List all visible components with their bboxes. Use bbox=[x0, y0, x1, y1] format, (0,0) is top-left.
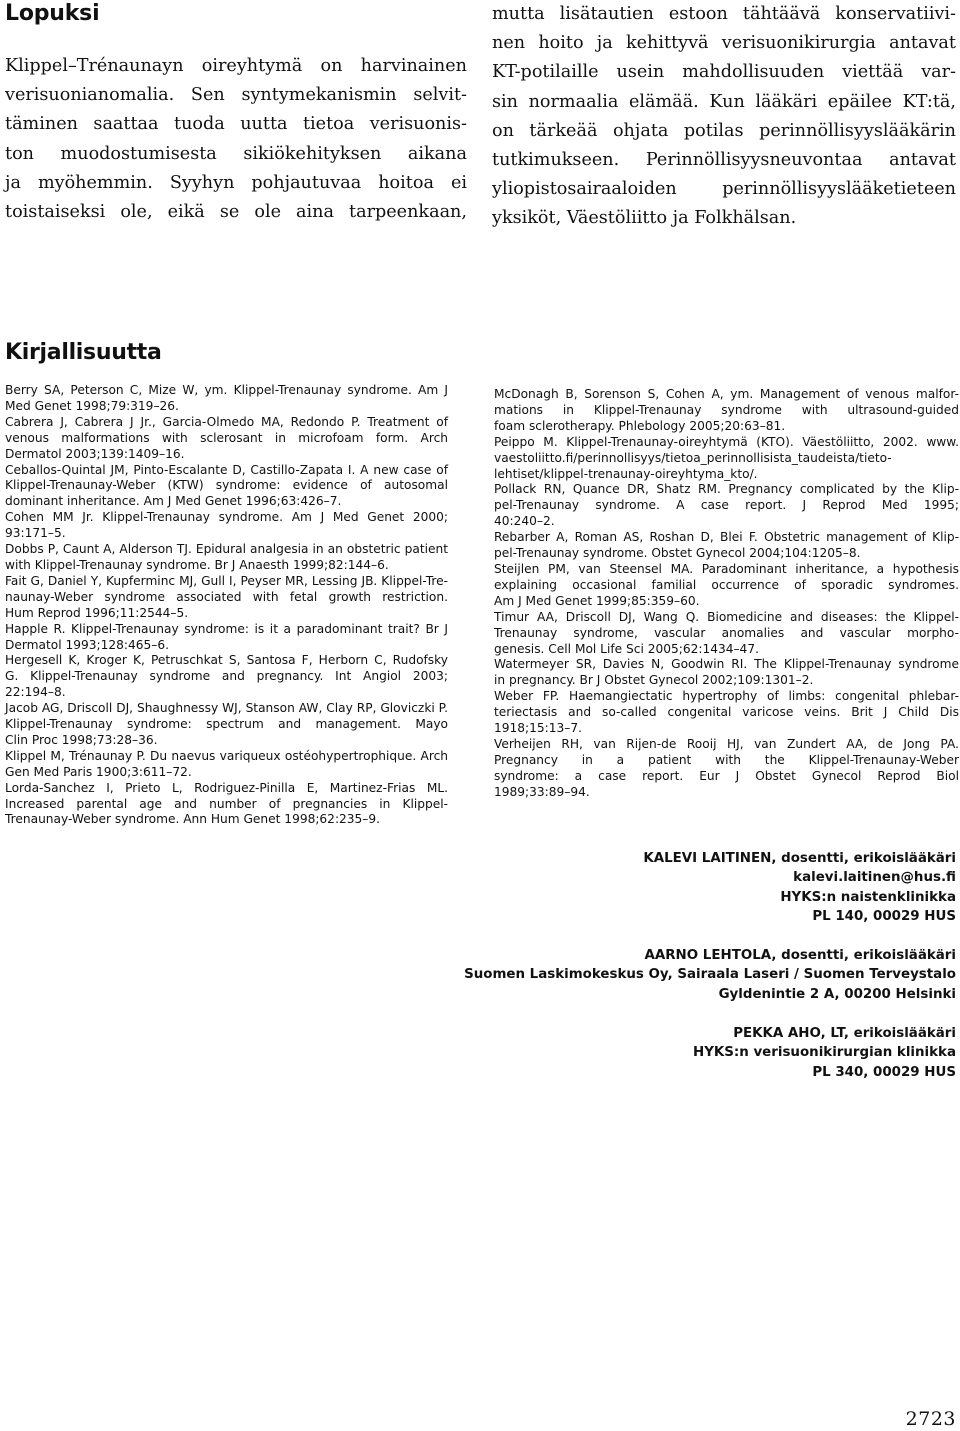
reference-line: genesis. Cell Mol Life Sci 2005;62:1434–47. bbox=[494, 641, 759, 656]
body-text-right bbox=[492, 0, 956, 234]
reference-item bbox=[5, 701, 448, 749]
author-detail: Suomen Laskimokeskus Oy, Sairaala Laseri / Suomen Terveystalo bbox=[464, 967, 956, 983]
reference-item bbox=[494, 387, 959, 435]
body-line: yksiköt, Väestöliitto ja Folkhälsan. bbox=[492, 208, 797, 229]
reference-line: syndrome: a case report. Eur J Obstet Gynecol Reprod Biol bbox=[494, 768, 959, 783]
reference-line: Hum Reprod 1996;11:2544–5. bbox=[5, 605, 189, 620]
reference-line: vaestoliitto.fi/perinnollisyys/tietoa_perinnollisista_taudeista/tieto- bbox=[494, 450, 892, 465]
reference-line: lehtiset/klippel-trenaunay-oireyhtyma_kto/. bbox=[494, 466, 758, 481]
reference-list-left bbox=[5, 383, 448, 828]
author-detail: kalevi.laitinen@hus.fi bbox=[793, 870, 956, 886]
page-number: 2723 bbox=[905, 1408, 956, 1430]
reference-item bbox=[5, 542, 448, 574]
body-line: nen hoito ja kehittyvä verisuonikirurgia antavat bbox=[492, 33, 956, 54]
author-block bbox=[256, 1024, 956, 1082]
reference-line: G. Klippel-Trenaunay syndrome and pregnancy. Int Angiol 2003; bbox=[5, 669, 448, 684]
author-name: KALEVI LAITINEN, dosentti, erikoislääkäri bbox=[643, 851, 956, 866]
reference-line: Jacob AG, Driscoll DJ, Shaughnessy WJ, Stanson AW, Clay RP, Gloviczki P. bbox=[5, 701, 448, 716]
reference-item bbox=[494, 657, 959, 689]
reference-line: Klippel-Trenaunay syndrome: spectrum and management. Mayo bbox=[5, 717, 448, 732]
reference-line: Pollack RN, Quance DR, Shatz RM. Pregnancy complicated by the Klip- bbox=[494, 482, 959, 497]
reference-line: Cohen MM Jr. Klippel-Trenaunay syndrome. Am J Med Genet 2000; bbox=[5, 510, 448, 525]
reference-item bbox=[494, 689, 959, 737]
reference-item bbox=[5, 749, 448, 781]
reference-line: venous malformations with sclerosant in microfoam form. Arch bbox=[5, 430, 448, 445]
reference-line: Med Genet 1998;79:319–26. bbox=[5, 398, 179, 413]
reference-line: Klippel-Trenaunay-Weber (KTW) syndrome: evidence of autosomal bbox=[5, 478, 448, 493]
reference-line: 1989;33:89–94. bbox=[494, 784, 590, 799]
reference-line: Dobbs P, Caunt A, Alderson TJ. Epidural analgesia in an obstetric patient bbox=[5, 542, 448, 557]
reference-line: Dermatol 1993;128:465–6. bbox=[5, 637, 169, 652]
reference-item bbox=[5, 510, 448, 542]
body-text-left bbox=[5, 52, 467, 227]
author-name: AARNO LEHTOLA, dosentti, erikoislääkäri bbox=[644, 948, 956, 963]
author-name: PEKKA AHO, LT, erikoislääkäri bbox=[733, 1026, 956, 1041]
references-heading: Kirjallisuutta bbox=[5, 340, 162, 365]
reference-line: Clin Proc 1998;73:28–36. bbox=[5, 732, 158, 747]
section-heading: Lopuksi bbox=[5, 1, 100, 26]
reference-line: in pregnancy. Br J Obstet Gynecol 2002;109:1301–2. bbox=[494, 673, 814, 688]
reference-line: Rebarber A, Roman AS, Roshan D, Blei F. Obstetric management of Klip- bbox=[494, 530, 959, 545]
reference-line: Watermeyer SR, Davies N, Goodwin RI. The Klippel-Trenaunay syndrome bbox=[494, 657, 959, 672]
reference-line: Peippo M. Klippel-Trenaunay-oireyhtymä (KTO). Väestöliitto, 2002. www. bbox=[494, 434, 959, 449]
reference-line: with Klippel-Trenaunay syndrome. Br J Anaesth 1999;82:144–6. bbox=[5, 557, 389, 572]
body-line: Klippel–Trénaunayn oireyhtymä on harvinainen bbox=[5, 56, 467, 76]
reference-item bbox=[5, 653, 448, 701]
body-line: tutkimukseen. Perinnöllisyysneuvontaa antavat bbox=[492, 149, 956, 170]
reference-line: 22:194–8. bbox=[5, 685, 66, 700]
reference-line: Weber FP. Haemangiectatic hypertrophy of limbs: congenital phlebar- bbox=[494, 689, 959, 704]
reference-line: Timur AA, Driscoll DJ, Wang Q. Biomedicine and diseases: the Klippel- bbox=[494, 609, 959, 624]
reference-line: Berry SA, Peterson C, Mize W, ym. Klippel-Trenaunay syndrome. Am J bbox=[5, 383, 448, 397]
body-line: mutta lisätautien estoon tähtäävä konservatiivi- bbox=[492, 4, 956, 24]
reference-line: Gen Med Paris 1900;3:611–72. bbox=[5, 764, 192, 779]
body-line: yliopistosairaaloiden perinnöllisyyslääketieteen bbox=[492, 179, 956, 200]
reference-line: Ceballos-Quintal JM, Pinto-Escalante D, Castillo-Zapata I. A new case of bbox=[5, 462, 448, 477]
reference-line: dominant inheritance. Am J Med Genet 1996;63:426–7. bbox=[5, 494, 342, 509]
reference-line: mations in Klippel-Trenaunay syndrome with ultrasound-guided bbox=[494, 402, 959, 417]
reference-line: Increased parental age and number of pregnancies in Klippel- bbox=[5, 796, 448, 811]
reference-line: Trenaunay-Weber syndrome. Ann Hum Genet 1998;62:235–9. bbox=[5, 812, 381, 827]
reference-line: foam sclerotherapy. Phlebology 2005;20:63–81. bbox=[494, 418, 786, 433]
author-detail: PL 140, 00029 HUS bbox=[812, 909, 956, 925]
reference-item bbox=[494, 482, 959, 530]
body-line: on tärkeää ohjata potilas perinnöllisyyslääkärin bbox=[492, 120, 956, 141]
author-detail: PL 340, 00029 HUS bbox=[812, 1064, 956, 1080]
reference-item bbox=[494, 530, 959, 562]
reference-item bbox=[5, 383, 448, 415]
body-line: verisuonianomalia. Sen syntymekanismin selvit- bbox=[5, 85, 467, 106]
reference-item bbox=[494, 435, 959, 483]
reference-line: Cabrera J, Cabrera J Jr., Garcia-Olmedo MA, Redondo P. Treatment of bbox=[5, 414, 448, 429]
reference-line: explaining occasional familial occurrence of sporadic syndromes. bbox=[494, 577, 959, 592]
author-block bbox=[256, 849, 956, 927]
body-line: ton muodostumisesta sikiökehityksen aikana bbox=[5, 143, 467, 164]
reference-line: teriectasis and so-called congenital varicose veins. Brit J Child Dis bbox=[494, 705, 959, 720]
reference-item bbox=[5, 574, 448, 622]
reference-line: Pregnancy in a patient with the Klippel-Trenaunay-Weber bbox=[494, 752, 959, 767]
reference-item bbox=[5, 415, 448, 463]
reference-line: naunay-Weber syndrome associated with fetal growth restriction. bbox=[5, 589, 448, 604]
reference-line: McDonagh B, Sorenson S, Cohen A, ym. Management of venous malfor- bbox=[494, 387, 959, 401]
reference-list-right bbox=[494, 387, 959, 801]
reference-line: Hergesell K, Kroger K, Petruschkat S, Santosa F, Herborn C, Rudofsky bbox=[5, 653, 448, 668]
body-line: sin normaalia elämää. Kun lääkäri epäilee KT:tä, bbox=[492, 91, 956, 112]
reference-line: Am J Med Genet 1999;85:359–60. bbox=[494, 593, 700, 608]
body-line: KT-potilaille usein mahdollisuuden viettää var- bbox=[492, 62, 956, 83]
author-detail: HYKS:n verisuonikirurgian klinikka bbox=[692, 1045, 956, 1061]
reference-line: 93:171–5. bbox=[5, 526, 66, 541]
reference-item bbox=[5, 622, 448, 654]
reference-line: Klippel M, Trénaunay P. Du naevus variqueux ostéohypertrophique. Arch bbox=[5, 748, 448, 763]
reference-item bbox=[494, 562, 959, 610]
reference-line: pel-Trenaunay syndrome. A case report. J Reprod Med 1995; bbox=[494, 498, 959, 513]
body-line: ja myöhemmin. Syyhyn pohjautuvaa hoitoa ei bbox=[5, 172, 467, 193]
reference-line: Steijlen PM, van Steensel MA. Paradominant inheritance, a hypothesis bbox=[494, 561, 959, 576]
reference-line: Trenaunay syndrome, vascular anomalies and vascular morpho- bbox=[494, 625, 959, 640]
reference-item bbox=[5, 781, 448, 829]
body-line: toistaiseksi ole, eikä se ole aina tarpeenkaan, bbox=[5, 201, 467, 222]
reference-line: Happle R. Klippel-Trenaunay syndrome: is it a paradominant trait? Br J bbox=[5, 621, 448, 636]
reference-line: Dermatol 2003;139:1409–16. bbox=[5, 446, 185, 461]
reference-item bbox=[494, 610, 959, 658]
reference-line: Fait G, Daniel Y, Kupferminc MJ, Gull I, Peyser MR, Lessing JB. Klippel-Tre- bbox=[5, 573, 448, 588]
author-block bbox=[256, 946, 956, 1004]
reference-line: Lorda-Sanchez I, Prieto L, Rodriguez-Pinilla E, Martinez-Frias ML. bbox=[5, 780, 448, 795]
reference-item bbox=[5, 463, 448, 511]
reference-line: Verheijen RH, van Rijen-de Rooij HJ, van Zundert AA, de Jong PA. bbox=[494, 736, 959, 751]
author-detail: Gyldenintie 2 A, 00200 Helsinki bbox=[718, 986, 956, 1002]
author-detail: HYKS:n naistenklinikka bbox=[780, 889, 956, 905]
reference-item bbox=[494, 737, 959, 801]
reference-line: 1918;15:13–7. bbox=[494, 721, 582, 736]
reference-line: pel-Trenaunay syndrome. Obstet Gynecol 2004;104:1205–8. bbox=[494, 546, 861, 561]
body-line: täminen saattaa tuoda uutta tietoa verisuonis- bbox=[5, 114, 467, 135]
reference-line: 40:240–2. bbox=[494, 514, 555, 529]
